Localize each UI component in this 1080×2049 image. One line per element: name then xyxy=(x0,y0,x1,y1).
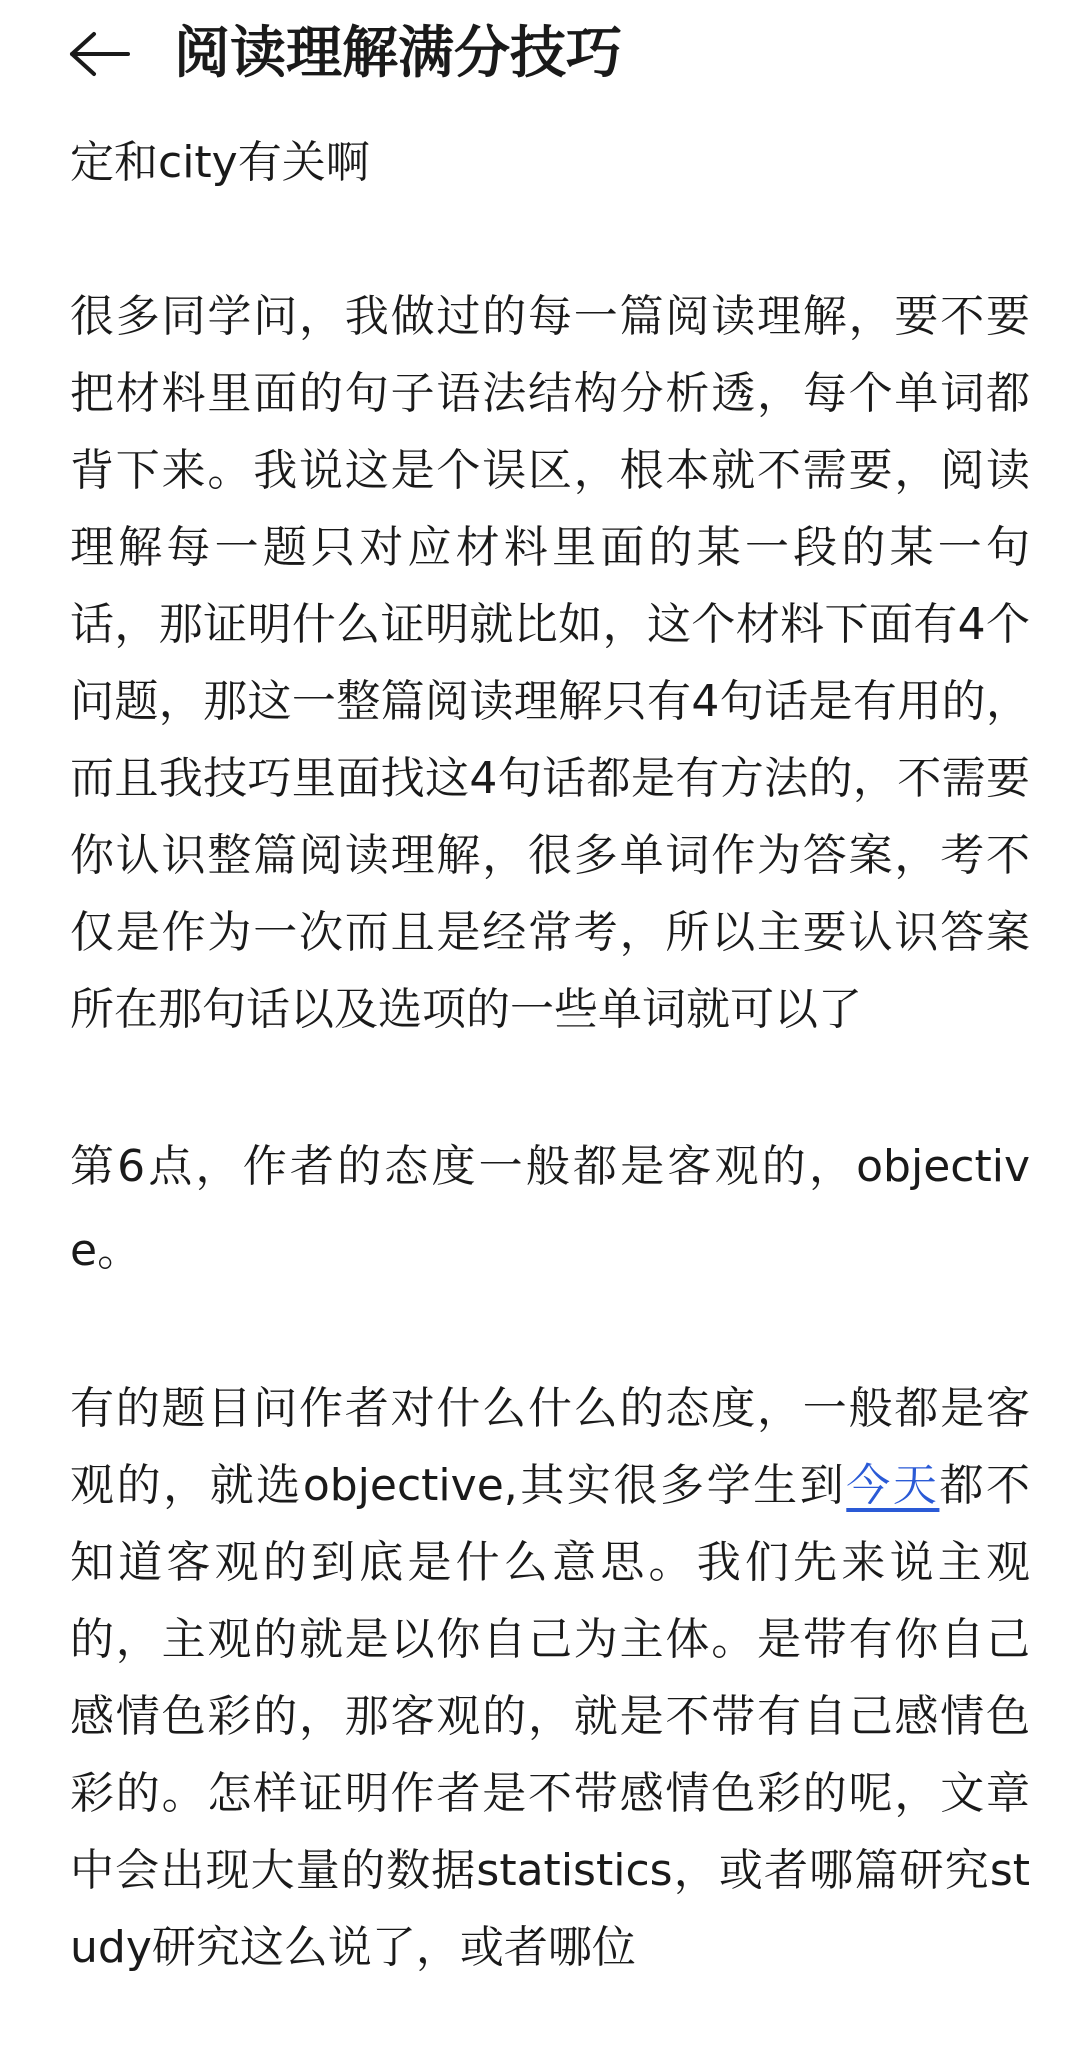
intro-line: 定和city有关啊 xyxy=(70,137,370,188)
arrow-left-icon xyxy=(68,30,132,78)
page-title: 阅读理解满分技巧 xyxy=(174,21,622,86)
back-button[interactable] xyxy=(60,22,140,86)
paragraph-1: 很多同学问，我做过的每一篇阅读理解，要不要把材料里面的句子语法结构分析透，每个单词都背下来。我说这是个误区，根本就不需要，阅读理解每一题只对应材料里面的某一段的某一句话，那证明什么证明就比如，这个材料下面有4个问题，那这一整篇阅读理解只有4句话是有用的，而且我技巧里面找这4句话都是有方法的，不需要你认识整篇阅读理解，很多单词作为答案，考不仅是作为一次而且是经常考，所以主要认识答案所在那句话以及选项的一些单词就可以了 xyxy=(70,291,1030,1035)
link-today[interactable]: 今天 xyxy=(846,1460,940,1511)
paragraph-2-text-after-link: 都不知道客观的到底是什么意思。我们先来说主观的，主观的就是以你自己为主体。是带有你自己感情色彩的，那客观的，就是不带有自己感情色彩的。怎样证明作者是不带感情色彩的呢，文章中会出现大量的数据statistics，或者哪篇研究study研究这么说了，或者哪位 xyxy=(70,1460,1031,1973)
point-6-heading: 第6点，作者的态度一般都是客观的，objective。 xyxy=(70,1141,1030,1276)
article-content xyxy=(70,124,1030,1986)
paragraph-2-text-before-link: 有的题目问作者对什么什么的态度，一般都是客观的，就选objective,其实很多学生到 xyxy=(70,1383,1030,1511)
paragraph-2 xyxy=(70,1370,1030,1986)
app-bar xyxy=(0,0,1080,112)
